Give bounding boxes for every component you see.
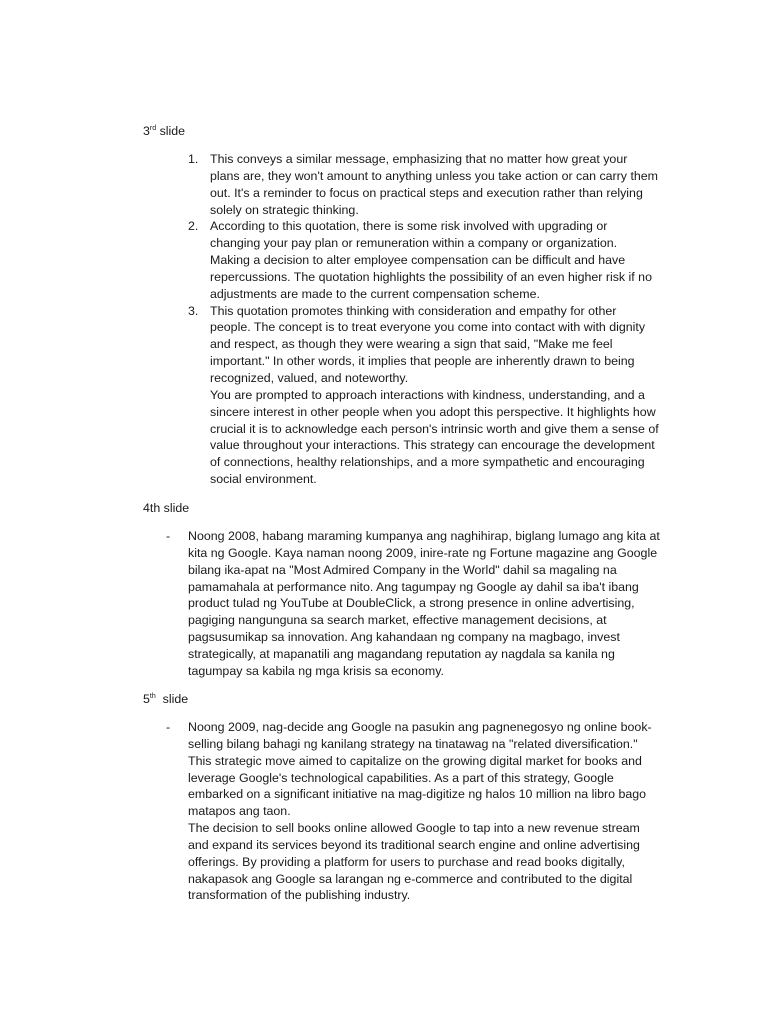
slide4-paragraph: Noong 2008, habang maraming kumpanya ang naghihirap, biglang lumago ang kita at kita ng Google. Kaya naman noong 2009, inire-rate ng Fortune magazine ang Google bilang ika-apat na "Most Admired Company in the World" dahil sa magaling na pamamahala at performance nito. Ang tagumpay ng Google ay dahil sa iba't ibang product tulad ng YouTube at DoubleClick, a strong presence in online advertising, pagiging nangunguna sa search market, effective management decisions, at pagsusumikap sa innovation. Ang kahandaan ng company na magbago, invest strategically, at mapanatili ang magandang reputation ay nagdala sa kanila ng tagumpay sa kabila ng mga krisis sa economy. — [188, 529, 660, 678]
slide3-heading-text: slide — [156, 124, 186, 138]
list-item — [188, 218, 660, 302]
slide5-heading-number: 5 — [143, 692, 150, 706]
list-item-number: 3. — [188, 303, 199, 318]
slide5-paragraph: Noong 2009, nag-decide ang Google na pasukin ang pagnenegosyo ng online book-selling bilang bahagi ng kanilang strategy na tinatawag na "related diversification." This strategic move aimed to capitalize on the growing digital market for books and leverage Google's technological capabilities. As a part of this strategy, Google embarked on a significant initiative na mag-digitize ng halos 10 million na libro bago matapos ang taon. — [188, 720, 652, 819]
slide3-heading-number: 3 — [143, 124, 150, 138]
list-item — [188, 151, 660, 218]
list-item-number: 1. — [188, 152, 199, 166]
list-item-text: According to this quotation, there is some risk involved with upgrading or changing your pay plan or remuneration within a company or organization. Making a decision to alter employee compensation can be difficult and have repercussions. The quotation highlights the possibility of an even higher risk if no adjustments are made to the current compensation scheme. — [210, 219, 652, 301]
slide3-heading — [143, 123, 185, 140]
slide5-heading-text: slide — [155, 692, 189, 706]
list-item-text: This quotation promotes thinking with consideration and empathy for other people. The concept is to treat everyone you come into contact with with dignity and respect, as though they were wearing a sign that said, "Make me feel important." In other words, it implies that people are inherently drawn to being recognized, valued, and noteworthy. — [210, 303, 646, 385]
slide5-heading-ordinal: th — [149, 692, 156, 700]
slide4-bullet-item — [166, 528, 660, 680]
slide3-heading-ordinal: rd — [149, 124, 157, 132]
bullet-dash: - — [166, 529, 171, 543]
slide3-numbered-list — [188, 151, 660, 488]
bullet-dash: - — [166, 720, 171, 734]
list-item — [188, 303, 660, 488]
slide5-heading — [143, 691, 188, 708]
list-item-number: 2. — [188, 219, 199, 234]
slide4-heading: 4th slide — [143, 501, 190, 515]
slide5-paragraph-continued: The decision to sell books online allowed Google to tap into a new revenue stream and expand its services beyond its traditional search engine and online advertising offerings. By providing a platform for users to purchase and read books digitally, nakapasok ang Google sa larangan ng e-commerce and contributed to the digital transformation of the publishing industry. — [188, 821, 640, 903]
list-item-text-continued: You are prompted to approach interactions with kindness, understanding, and a sincere interest in other people when you adopt this perspective. It highlights how crucial it is to acknowledge each person's intrinsic worth and give them a sense of value throughout your interactions. This strategy can encourage the development of connections, healthy relationships, and a more sympathetic and encouraging social environment. — [210, 387, 659, 487]
list-item-text: This conveys a similar message, emphasizing that no matter how great your plans are, they won't amount to anything unless you take action or can carry them out. It's a reminder to focus on practical steps and execution rather than relying solely on strategic thinking. — [210, 152, 658, 217]
slide5-bullet-item — [166, 719, 660, 904]
